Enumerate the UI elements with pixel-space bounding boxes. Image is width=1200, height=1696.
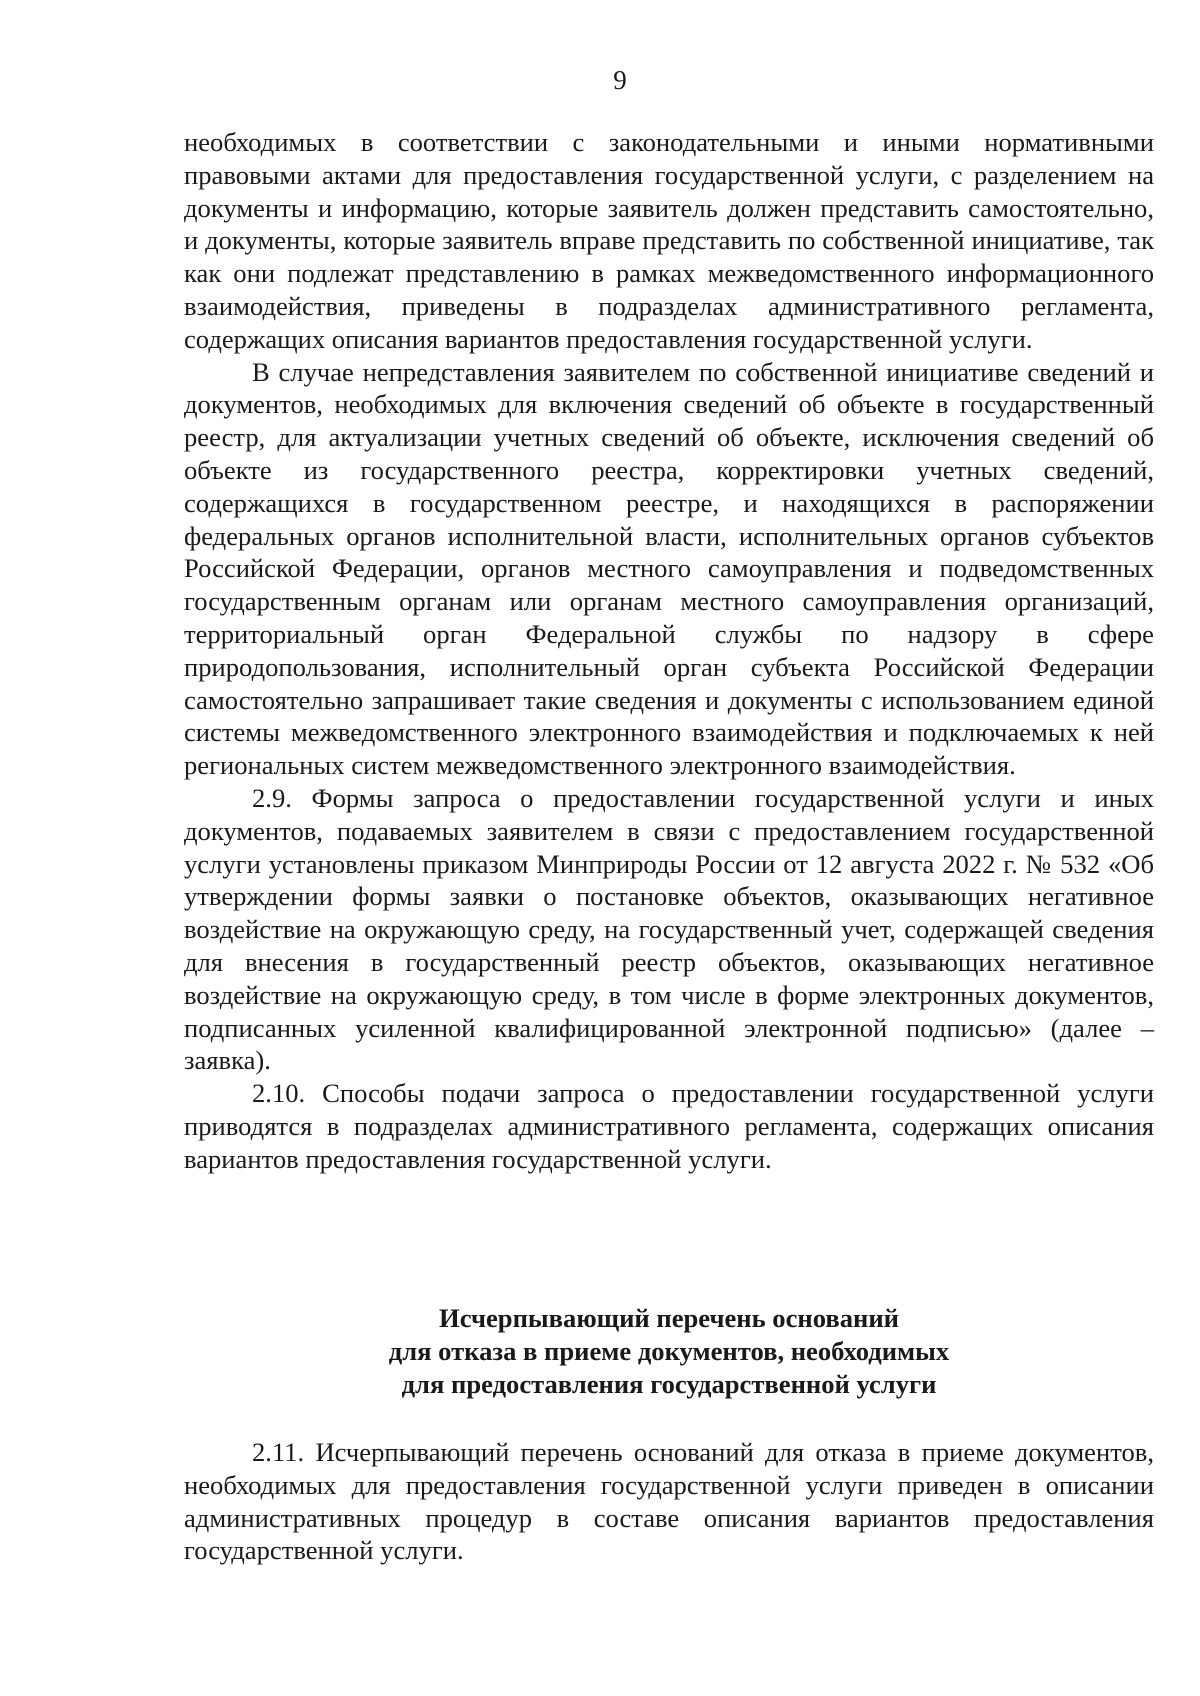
section-heading-line-2: для отказа в приеме документов, необходимых [388,1335,950,1366]
section-heading [184,1302,1154,1400]
paragraph-non-submission: В случае непредставления заявителем по собственной инициативе сведений и документов, необходимых для включения сведений об объекте в государственный реестр, для актуализации учетных сведений об объекте, исключения сведений об объекте из государственного реестра, корректировки учетных сведений, содержащихся в государственном реестре, и находящихся в распоряжении федеральных органов исполнительной власти, исполнительных органов субъектов Российской Федерации, органов местного самоуправления и подведомственных государственным органам или органам местного самоуправления организаций, территориальный орган Федеральной службы по надзору в сфере природопользования, исполнительный орган субъекта Российской Федерации самостоятельно запрашивает такие сведения и документы с использованием единой системы межведомственного электронного взаимодействия и подключаемых к ней региональных систем межведомственного электронного взаимодействия. [184,356,1154,781]
document-body-tail [184,1436,1154,1567]
paragraph-2-9: 2.9. Формы запроса о предоставлении государственной услуги и иных документов, подаваемых заявителем в связи с предоставлением государственной услуги установлены приказом Минприроды России от 12 августа 2022 г. № 532 «Об утверждении формы заявки о постановке объектов, оказывающих негативное воздействие на окружающую среду, на государственный учет, содержащей сведения для внесения в государственный реестр объектов, оказывающих негативное воздействие на окружающую среду, в том числе в форме электронных документов, подписанных усиленной квалифицированной электронной подписью» (далее – заявка). [184,782,1154,1076]
paragraph-continuation: необходимых в соответствии с законодательными и иными нормативными правовыми актами для предоставления государственной услуги, с разделением на документы и информацию, которые заявитель должен представить самостоятельно, и документы, которые заявитель вправе представить по собственной инициативе, так как они подлежат представлению в рамках межведомственного информационного взаимодействия, приведены в подразделах административного регламента, содержащих описания вариантов предоставления государственной услуги. [184,127,1154,354]
section-heading-line-3: для предоставления государственной услуги [401,1368,937,1399]
page-number: 9 [613,65,627,95]
paragraph-2-11: 2.11. Исчерпывающий перечень оснований для отказа в приеме документов, необходимых для предоставления государственной услуги приведен в описании административных процедур в составе описания вариантов предоставления государственной услуги. [184,1437,1154,1566]
document-body [184,126,1154,1176]
section-heading-line-1: Исчерпывающий перечень оснований [439,1303,899,1333]
paragraph-2-10: 2.10. Способы подачи запроса о предоставлении государственной услуги приводятся в подразделах административного регламента, содержащих описания вариантов предоставления государственной услуги. [184,1078,1154,1174]
